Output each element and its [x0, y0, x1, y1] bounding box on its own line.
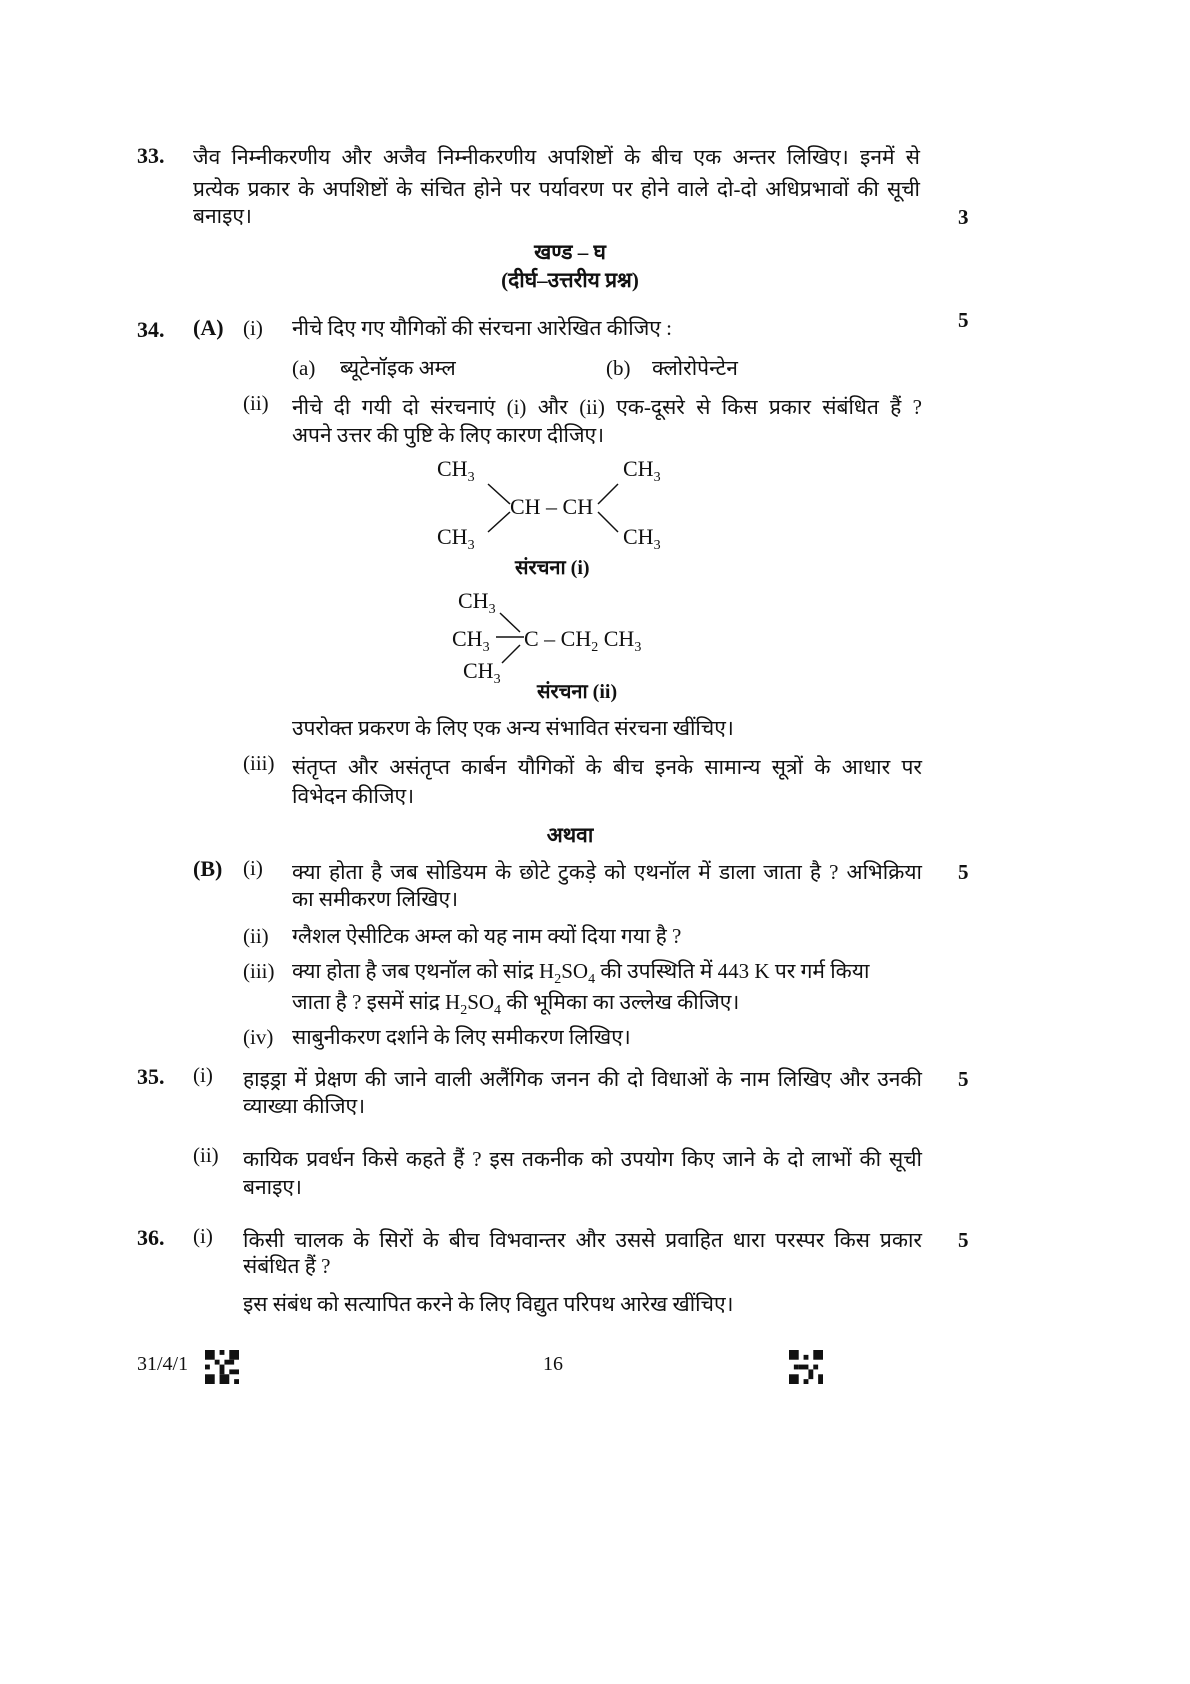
section-title: खण्ड – घ — [534, 240, 606, 264]
q35-i-line-1: हाइड्रा में प्रेक्षण की जाने वाली अलैंगिक जनन की दो विधाओं के नाम लिखिए और उनकी — [243, 1067, 922, 1091]
q34a-ii-line-2: अपने उत्तर की पुष्टि के लिए कारण दीजिए। — [292, 423, 605, 447]
q34a-ii-line-1: नीचे दी गयी दो संरचनाएं (i) और (ii) एक-दूसरे से किस प्रकार संबंधित हैं ? — [292, 395, 922, 419]
question-number-33: 33. — [137, 143, 165, 168]
q34a-ii-label: (ii) — [243, 391, 269, 415]
q33-text-line-2: प्रत्येक प्रकार के अपशिष्टों के संचित होने पर पर्यावरण पर होने वाले दो-दो अधिप्रभावों की सूची — [193, 177, 920, 201]
q34b-iii-label: (iii) — [243, 959, 275, 983]
ch3-top: $CH_3$ — [458, 588, 496, 617]
q33-text-line-1: जैव निम्नीकरणीय और अजैव निम्नीकरणीय अपशिष्टों के बीच एक अन्तर लिखिए। इनमें से — [193, 145, 920, 169]
q34b-ii-text: ग्लैशल ऐसीटिक अम्ल को यह नाम क्यों दिया गया है ? — [292, 924, 682, 948]
q33-text-line-3: बनाइए। — [193, 204, 252, 228]
ch3-bottom-left: $CH_3$ — [437, 524, 475, 553]
q35-ii-label: (ii) — [193, 1143, 219, 1167]
q34a-iii-line-2: विभेदन कीजिए। — [292, 784, 415, 808]
q34a-i-label: (i) — [243, 316, 263, 340]
qr-code-icon — [789, 1350, 823, 1384]
question-number-36: 36. — [137, 1225, 165, 1250]
q36-i-line-3: इस संबंध को सत्यापित करने के लिए विद्युत परिपथ आरेख खींचिए। — [243, 1292, 734, 1316]
structure-i-caption: संरचना (i) — [515, 557, 590, 579]
or-separator: अथवा — [546, 823, 594, 847]
question-number-35: 35. — [137, 1064, 165, 1089]
q34b-iii-line-2: जाता है ? इसमें सांद्र $H_2SO_4$ की भूमिका का उल्लेख कीजिए। — [292, 990, 740, 1018]
text: क्या होता है जब एथनॉल को सांद्र — [292, 959, 540, 983]
q34a-ii-line-3: उपरोक्त प्रकरण के लिए एक अन्य संभावित संरचना खींचिए। — [292, 716, 734, 740]
structure-ii-diagram — [420, 585, 720, 710]
q34b-marks: 5 — [958, 860, 969, 884]
q35-marks: 5 — [958, 1067, 969, 1091]
q34b-i-line-2: का समीकरण लिखिए। — [292, 887, 459, 911]
ch-ch-core: CH – CH — [510, 494, 594, 519]
q34b-iv-text: साबुनीकरण दर्शाने के लिए समीकरण लिखिए। — [292, 1025, 631, 1049]
question-number-34: 34. — [137, 317, 165, 342]
q35-i-label: (i) — [193, 1063, 213, 1087]
ch3-top-right: $CH_3$ — [623, 456, 661, 485]
option-b-label: (B) — [193, 856, 223, 881]
q34a-i-text: नीचे दिए गए यौगिकों की संरचना आरेखित कीजिए : — [292, 316, 672, 340]
ch3-bottom: $CH_3$ — [463, 658, 501, 687]
q34b-ii-label: (ii) — [243, 924, 269, 948]
qr-code-icon — [205, 1350, 239, 1384]
section-subtitle: (दीर्घ–उत्तरीय प्रश्न) — [501, 268, 639, 292]
q34a-b-label: (b) — [606, 356, 631, 380]
q33-marks: 3 — [958, 205, 969, 229]
q34-marks: 5 — [958, 308, 969, 332]
q34a-b-text: क्लोरोपेन्टेन — [652, 356, 738, 380]
q34b-iv-label: (iv) — [243, 1025, 274, 1049]
paper-code: 31/4/1 — [137, 1353, 189, 1375]
q34a-iii-line-1: संतृप्त और असंतृप्त कार्बन यौगिकों के बीच इनके सामान्य सूत्रों के आधार पर — [292, 755, 922, 779]
c-ch2-ch3-chain: C – $CH_2$ $CH_3$ — [524, 626, 642, 655]
q36-i-label: (i) — [193, 1224, 213, 1248]
structure-i-diagram — [420, 452, 720, 577]
text: जाता है ? इसमें सांद्र — [292, 990, 446, 1014]
text: की भूमिका का उल्लेख कीजिए। — [501, 990, 740, 1014]
q34a-a-label: (a) — [292, 356, 316, 380]
structure-ii-caption: संरचना (ii) — [537, 681, 618, 703]
ch3-bottom-right: $CH_3$ — [623, 524, 661, 553]
q34b-iii-line-1: क्या होता है जब एथनॉल को सांद्र $H_2SO_4$ की उपस्थिति में 443 K पर गर्म किया — [292, 959, 870, 987]
ch3-top-left: $CH_3$ — [437, 456, 475, 485]
q35-ii-line-2: बनाइए। — [243, 1175, 302, 1199]
page-number: 16 — [543, 1353, 563, 1375]
q34a-a-text: ब्यूटेनॉइक अम्ल — [340, 356, 456, 380]
q34b-i-line-1: क्या होता है जब सोडियम के छोटे टुकड़े को एथनॉल में डाला जाता है ? अभिक्रिया — [292, 860, 922, 884]
option-a-label: (A) — [193, 315, 224, 340]
q36-marks: 5 — [958, 1228, 969, 1252]
q35-i-line-2: व्याख्या कीजिए। — [243, 1094, 366, 1118]
text: की उपस्थिति में 443 K पर गर्म किया — [595, 959, 870, 983]
q34b-i-label: (i) — [243, 856, 263, 880]
q34a-iii-label: (iii) — [243, 751, 275, 775]
q36-i-line-2: संबंधित हैं ? — [243, 1254, 331, 1278]
ch3-middle: $CH_3$ — [452, 626, 490, 655]
q35-ii-line-1: कायिक प्रवर्धन किसे कहते हैं ? इस तकनीक को उपयोग किए जाने के दो लाभों की सूची — [243, 1147, 922, 1171]
q36-i-line-1: किसी चालक के सिरों के बीच विभवान्तर और उससे प्रवाहित धारा परस्पर किस प्रकार — [243, 1228, 922, 1252]
